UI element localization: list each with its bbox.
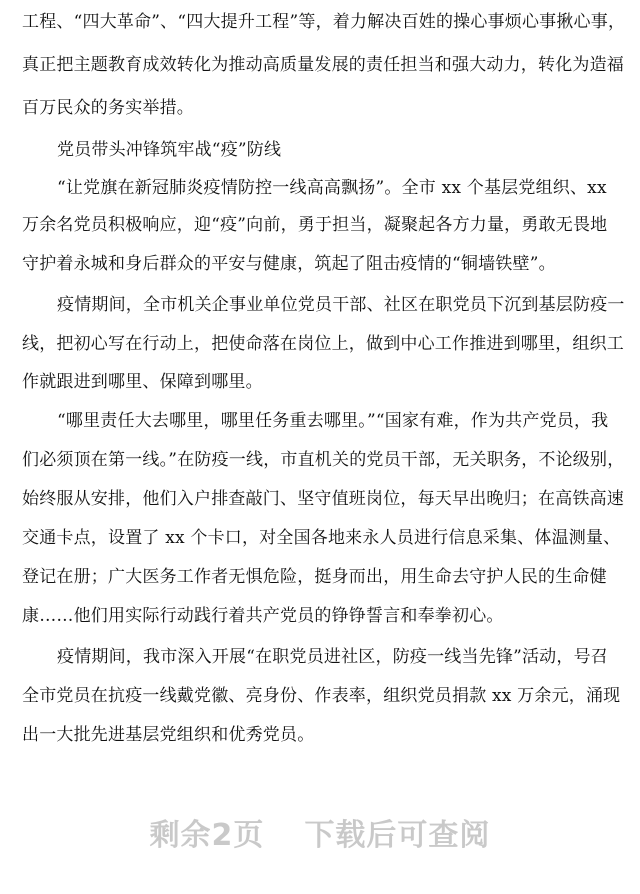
paragraph-line: 守护着永城和身后群众的平安与健康，筑起了阻击疫情的“铜墙铁壁”。 (22, 254, 556, 274)
paragraph-line: 线，把初心写在行动上，把使命落在岗位上，做到中心工作推进到哪里，组织工 (22, 334, 624, 354)
paragraph-line: 全市党员在抗疫一线戴党徽、亮身份、作表率，组织党员捐款 xx 万余元，涌现 (22, 686, 621, 706)
paragraph-line: 始终服从安排，他们入户排查敲门、坚守值班岗位，每天早出晚归；在高铁高速 (22, 489, 624, 509)
paragraph-line: 出一大批先进基层党组织和优秀党员。 (22, 725, 315, 745)
download-hint-label: 下载后可查阅 (304, 818, 491, 853)
paragraph-line: 作就跟进到哪里、保障到哪里。 (22, 372, 263, 392)
preview-limit-banner[interactable] (0, 810, 640, 854)
paragraph-line: 登记在册；广大医务工作者无惧危险，挺身而出，用生命去守护人民的生命健 (22, 567, 607, 587)
paragraph-line: 交通卡点，设置了 xx 个卡口，对全国各地来永人员进行信息采集、体温测量、 (22, 528, 621, 548)
paragraph-line: “让党旗在新冠肺炎疫情防控一线高高飘扬”。全市 xx 个基层党组织、xx (57, 178, 607, 198)
preview-limit-text (150, 810, 491, 854)
paragraph-line: “哪里责任大去哪里，哪里任务重去哪里。”“国家有难，作为共产党员，我 (57, 411, 609, 431)
paragraph-line: 疫情期间，全市机关企事业单位党员干部、社区在职党员下沉到基层防疫一 (57, 295, 625, 315)
paragraph-line: 百万民众的务实举措。 (22, 98, 194, 118)
paragraph-line: 工程、“四大革命”、“四大提升工程”等，着力解决百姓的操心事烦心事揪心事， (22, 12, 626, 32)
paragraph-line: 真正把主题教育成效转化为推动高质量发展的责任担当和强大动力，转化为造福 (22, 55, 624, 75)
remaining-pages-label: 剩余2页 (149, 818, 265, 853)
paragraph-line: 疫情期间，我市深入开展“在职党员进社区，防疫一线当先锋”活动，号召 (57, 647, 608, 667)
paragraph-line: 万余名党员积极响应，迎“疫”向前，勇于担当，凝聚起各方力量，勇敢无畏地 (22, 215, 608, 235)
paragraph-line: 康……他们用实际行动践行着共产党员的铮铮誓言和奉拳初心。 (22, 606, 504, 626)
section-heading: 党员带头冲锋筑牢战“疫”防线 (57, 140, 282, 160)
paragraph-line: 们必须顶在第一线。”在防疫一线，市直机关的党员干部，无关职务，不论级别， (22, 450, 625, 470)
